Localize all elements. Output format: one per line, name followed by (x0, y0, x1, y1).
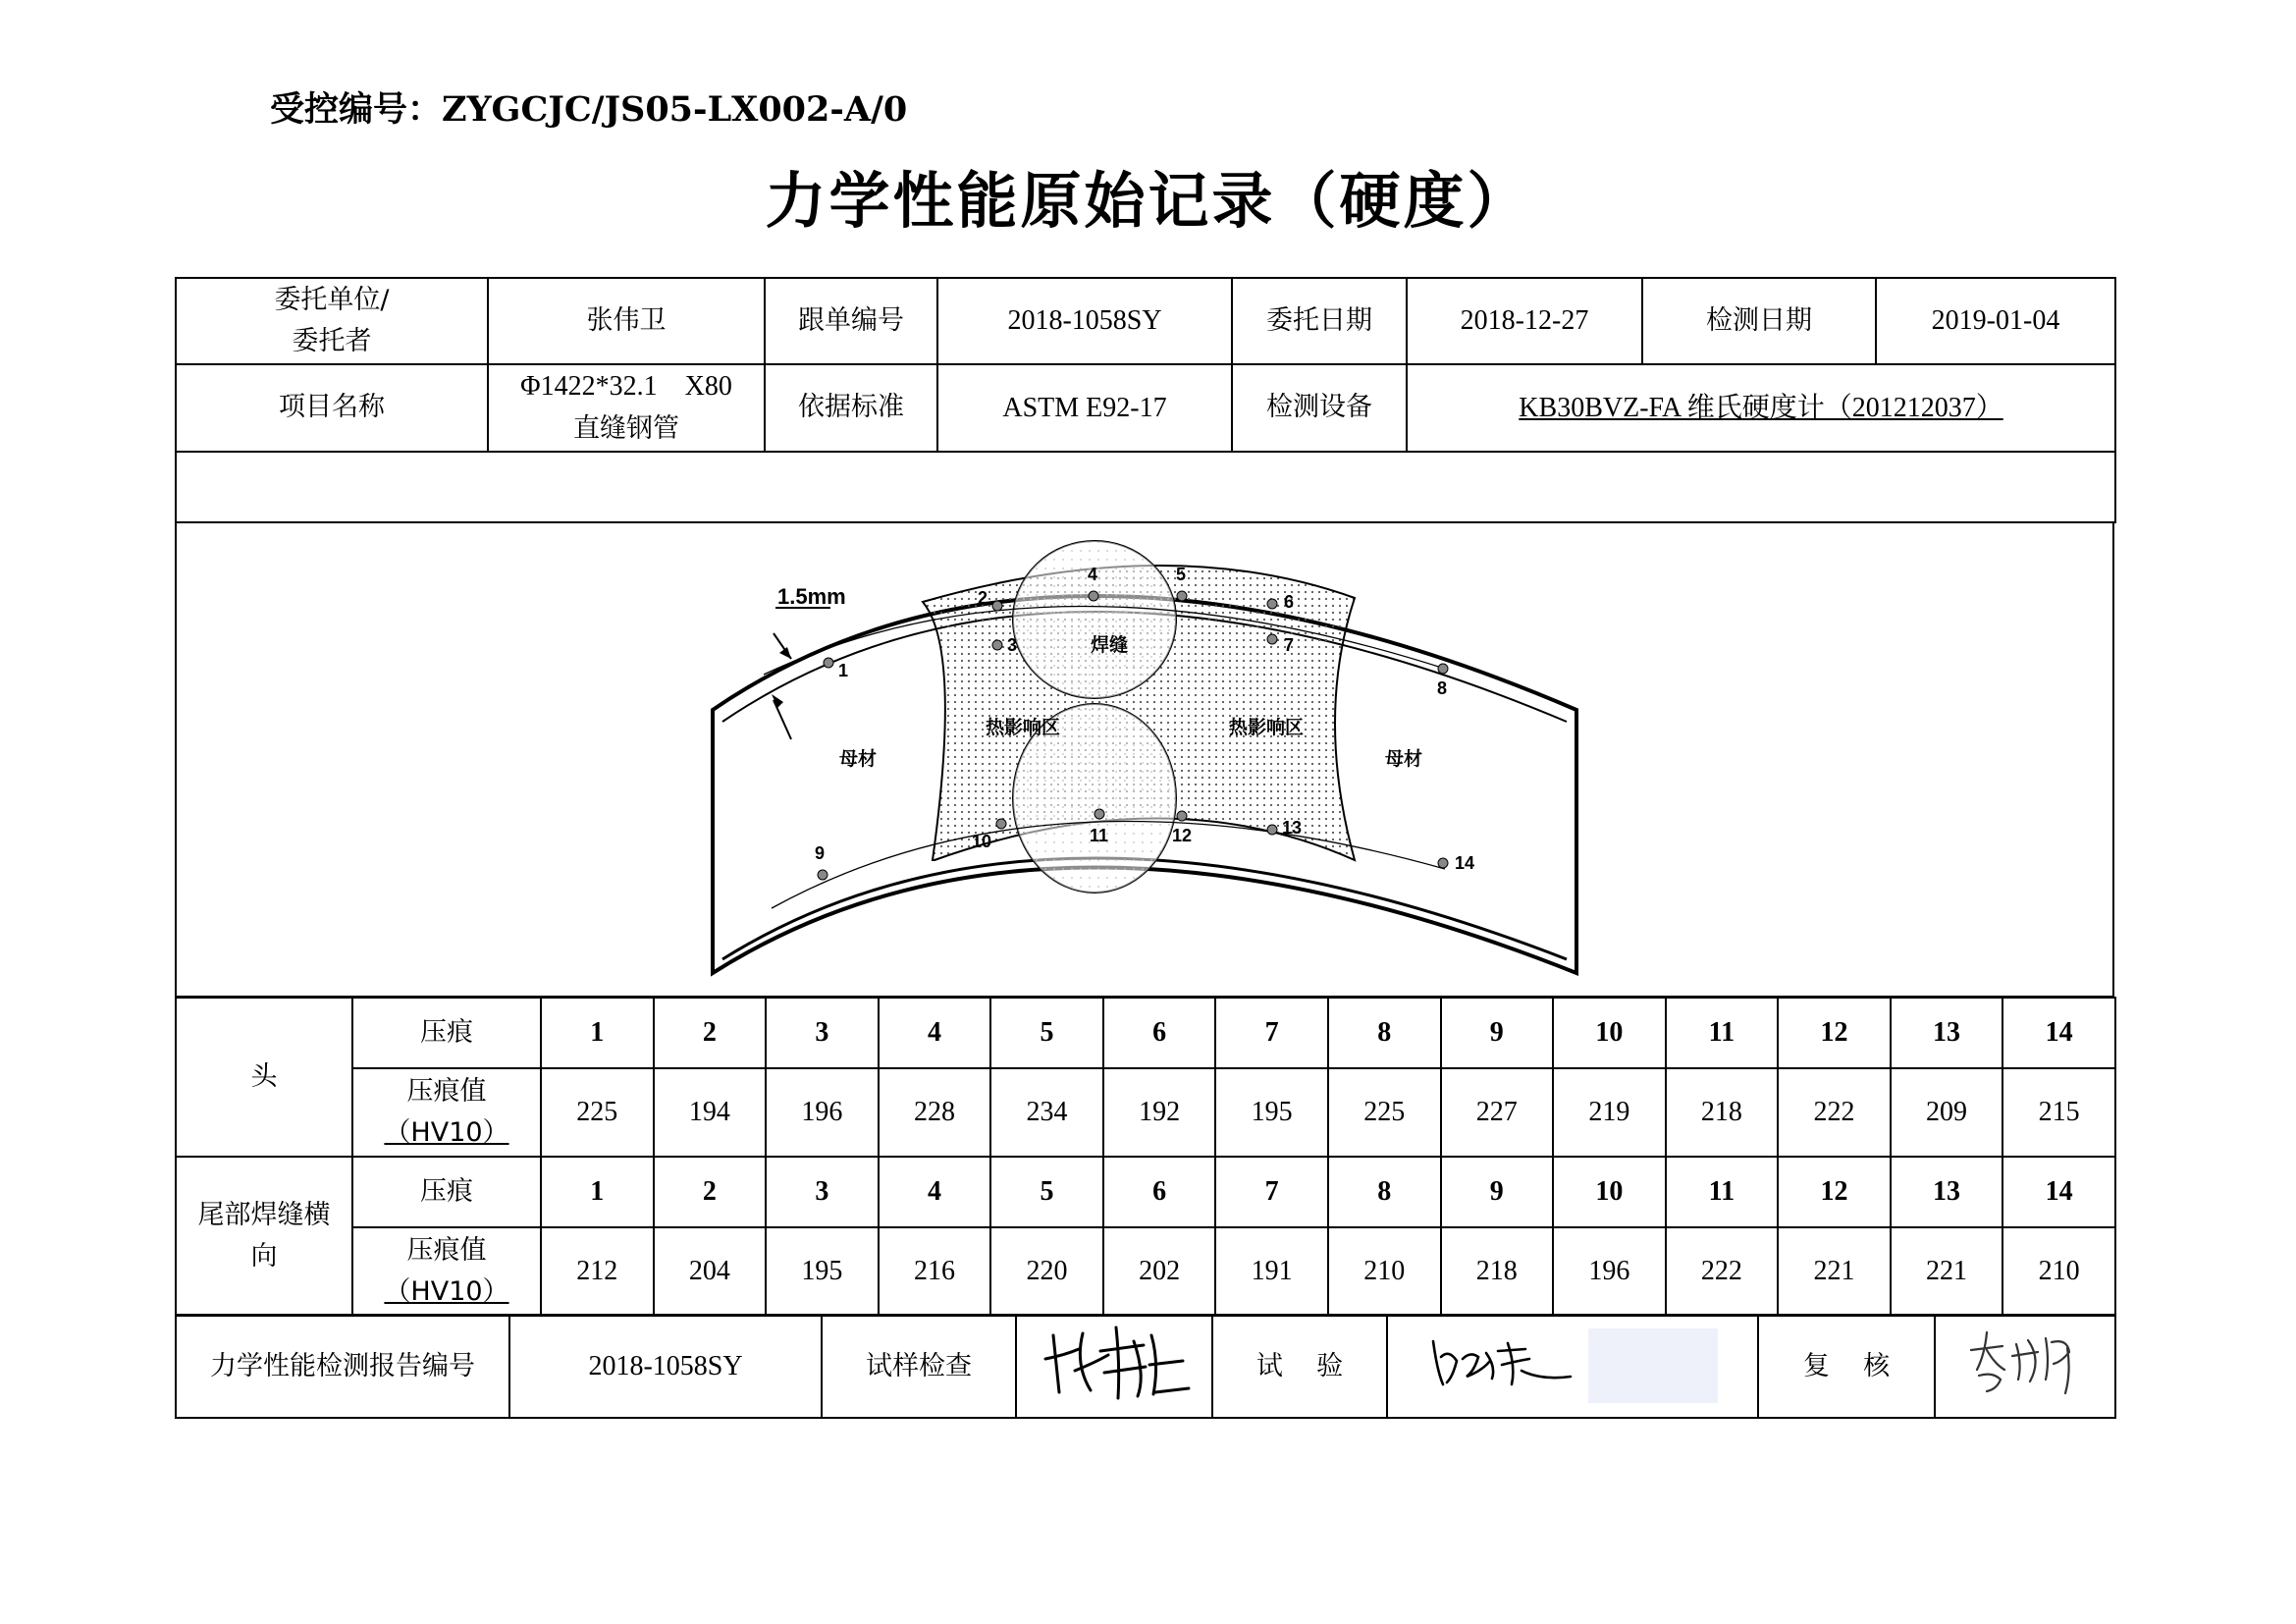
standard-value: ASTM E92-17 (937, 364, 1232, 452)
svg-text:8: 8 (1437, 678, 1448, 698)
tail-value-label: 压痕值 （HV10） (352, 1227, 541, 1316)
head-indent-11: 11 (1666, 998, 1779, 1068)
tail-indent-12: 12 (1778, 1157, 1891, 1227)
head-value-7: 195 (1215, 1068, 1328, 1157)
head-indent-5: 5 (990, 998, 1103, 1068)
client-label: 委托单位/ 委托者 (176, 278, 488, 364)
head-value-5: 234 (990, 1068, 1103, 1157)
tail-indent-8: 8 (1328, 1157, 1441, 1227)
haz-left-label: 热影响区 (985, 717, 1061, 738)
svg-text:10: 10 (972, 832, 992, 851)
info-table (175, 277, 2116, 523)
head-indent-label: 压痕 (352, 998, 541, 1068)
tail-indent-13: 13 (1891, 1157, 2003, 1227)
results-table (175, 997, 2116, 1317)
review-signature (1951, 1321, 2099, 1399)
test-label: 试 验 (1212, 1315, 1387, 1418)
entrust-date-label: 委托日期 (1232, 278, 1407, 364)
tail-value-11: 222 (1666, 1227, 1779, 1316)
tail-value-2: 204 (654, 1227, 767, 1316)
head-indent-10: 10 (1553, 998, 1666, 1068)
head-indent-2: 2 (654, 998, 767, 1068)
head-value-12: 222 (1778, 1068, 1891, 1157)
head-indent-14: 14 (2002, 998, 2115, 1068)
svg-text:13: 13 (1282, 818, 1303, 838)
entrust-date-value: 2018-12-27 (1407, 278, 1642, 364)
order-value: 2018-1058SY (937, 278, 1232, 364)
project-value: Φ1422*32.1 X80 直缝钢管 (488, 364, 765, 452)
indent-point (1088, 565, 1098, 601)
blank-row (176, 452, 2115, 522)
head-value-11: 218 (1666, 1068, 1779, 1157)
tail-indent-6: 6 (1103, 1157, 1216, 1227)
head-value-3: 196 (766, 1068, 879, 1157)
page-title: 力学性能原始记录（硬度） (765, 165, 1531, 237)
svg-text:11: 11 (1090, 826, 1109, 845)
tail-indent-9: 9 (1441, 1157, 1554, 1227)
head-value-label: 压痕值 （HV10） (352, 1068, 541, 1157)
sample-check-signature-cell (1016, 1315, 1212, 1418)
offset-label: 1.5mm (777, 584, 846, 609)
head-indent-9: 9 (1441, 998, 1554, 1068)
tail-value-13: 221 (1891, 1227, 2003, 1316)
base-right-label: 母材 (1384, 748, 1423, 770)
indent-point (1176, 565, 1187, 601)
svg-text:5: 5 (1176, 565, 1187, 584)
svg-text:3: 3 (1007, 635, 1018, 655)
head-value-6: 192 (1103, 1068, 1216, 1157)
tail-value-1: 212 (541, 1227, 654, 1316)
head-value-14: 215 (2002, 1068, 2115, 1157)
test-date-value: 2019-01-04 (1876, 278, 2115, 364)
tail-value-4: 216 (879, 1227, 991, 1316)
tail-indent-2: 2 (654, 1157, 767, 1227)
weld-diagram-box (175, 521, 2114, 998)
tail-value-7: 191 (1215, 1227, 1328, 1316)
sample-check-signature (1036, 1316, 1193, 1404)
tail-indent-10: 10 (1553, 1157, 1666, 1227)
svg-text:7: 7 (1284, 635, 1295, 655)
report-label: 力学性能检测报告编号 (176, 1315, 509, 1418)
tail-value-8: 210 (1328, 1227, 1441, 1316)
test-signature-cell (1387, 1315, 1758, 1418)
svg-text:6: 6 (1284, 592, 1295, 612)
haz-right-label: 热影响区 (1228, 717, 1305, 738)
head-indent-4: 4 (879, 998, 991, 1068)
weld-diagram (177, 521, 2112, 996)
svg-text:9: 9 (815, 843, 826, 863)
head-value-10: 219 (1553, 1068, 1666, 1157)
svg-text:4: 4 (1088, 565, 1098, 584)
tail-indent-4: 4 (879, 1157, 991, 1227)
tail-value-9: 218 (1441, 1227, 1554, 1316)
indent-point (1437, 664, 1448, 698)
footer-table (175, 1314, 2116, 1419)
head-value-4: 228 (879, 1068, 991, 1157)
svg-text:12: 12 (1172, 826, 1193, 845)
head-indent-7: 7 (1215, 998, 1328, 1068)
equipment-value: KB30BVZ-FA 维氏硬度计（201212037） (1407, 364, 2115, 452)
head-indent-8: 8 (1328, 998, 1441, 1068)
review-signature-cell (1935, 1315, 2115, 1418)
tail-value-6: 202 (1103, 1227, 1216, 1316)
control-number: 受控编号：ZYGCJC/JS05-LX002-A/0 (270, 89, 908, 130)
redacted-area (1588, 1328, 1718, 1403)
tail-value-14: 210 (2002, 1227, 2115, 1316)
test-date-label: 检测日期 (1642, 278, 1876, 364)
report-value: 2018-1058SY (509, 1315, 822, 1418)
client-value: 张伟卫 (488, 278, 765, 364)
head-indent-3: 3 (766, 998, 879, 1068)
tail-value-3: 195 (766, 1227, 879, 1316)
head-value-9: 227 (1441, 1068, 1554, 1157)
head-indent-12: 12 (1778, 998, 1891, 1068)
tail-indent-11: 11 (1666, 1157, 1779, 1227)
equipment-label: 检测设备 (1232, 364, 1407, 452)
weld-label: 焊缝 (1090, 634, 1129, 656)
head-value-1: 225 (541, 1068, 654, 1157)
test-signature (1427, 1331, 1575, 1400)
head-indent-13: 13 (1891, 998, 2003, 1068)
head-value-2: 194 (654, 1068, 767, 1157)
head-indent-1: 1 (541, 998, 654, 1068)
tail-indent-5: 5 (990, 1157, 1103, 1227)
tail-indent-1: 1 (541, 1157, 654, 1227)
tail-label: 尾部焊缝横 向 (176, 1157, 352, 1316)
tail-indent-7: 7 (1215, 1157, 1328, 1227)
sample-check-label: 试样检查 (822, 1315, 1016, 1418)
tail-indent-3: 3 (766, 1157, 879, 1227)
order-label: 跟单编号 (765, 278, 937, 364)
tail-value-12: 221 (1778, 1227, 1891, 1316)
head-label: 头 (176, 998, 352, 1157)
head-value-13: 209 (1891, 1068, 2003, 1157)
svg-text:2: 2 (978, 588, 988, 608)
tail-indent-14: 14 (2002, 1157, 2115, 1227)
base-left-label: 母材 (838, 748, 878, 770)
svg-text:1: 1 (838, 661, 849, 680)
project-label: 项目名称 (176, 364, 488, 452)
review-label: 复 核 (1758, 1315, 1935, 1418)
tail-value-10: 196 (1553, 1227, 1666, 1316)
head-indent-6: 6 (1103, 998, 1216, 1068)
svg-text:14: 14 (1455, 853, 1475, 873)
head-value-8: 225 (1328, 1068, 1441, 1157)
tail-value-5: 220 (990, 1227, 1103, 1316)
tail-indent-label: 压痕 (352, 1157, 541, 1227)
standard-label: 依据标准 (765, 364, 937, 452)
